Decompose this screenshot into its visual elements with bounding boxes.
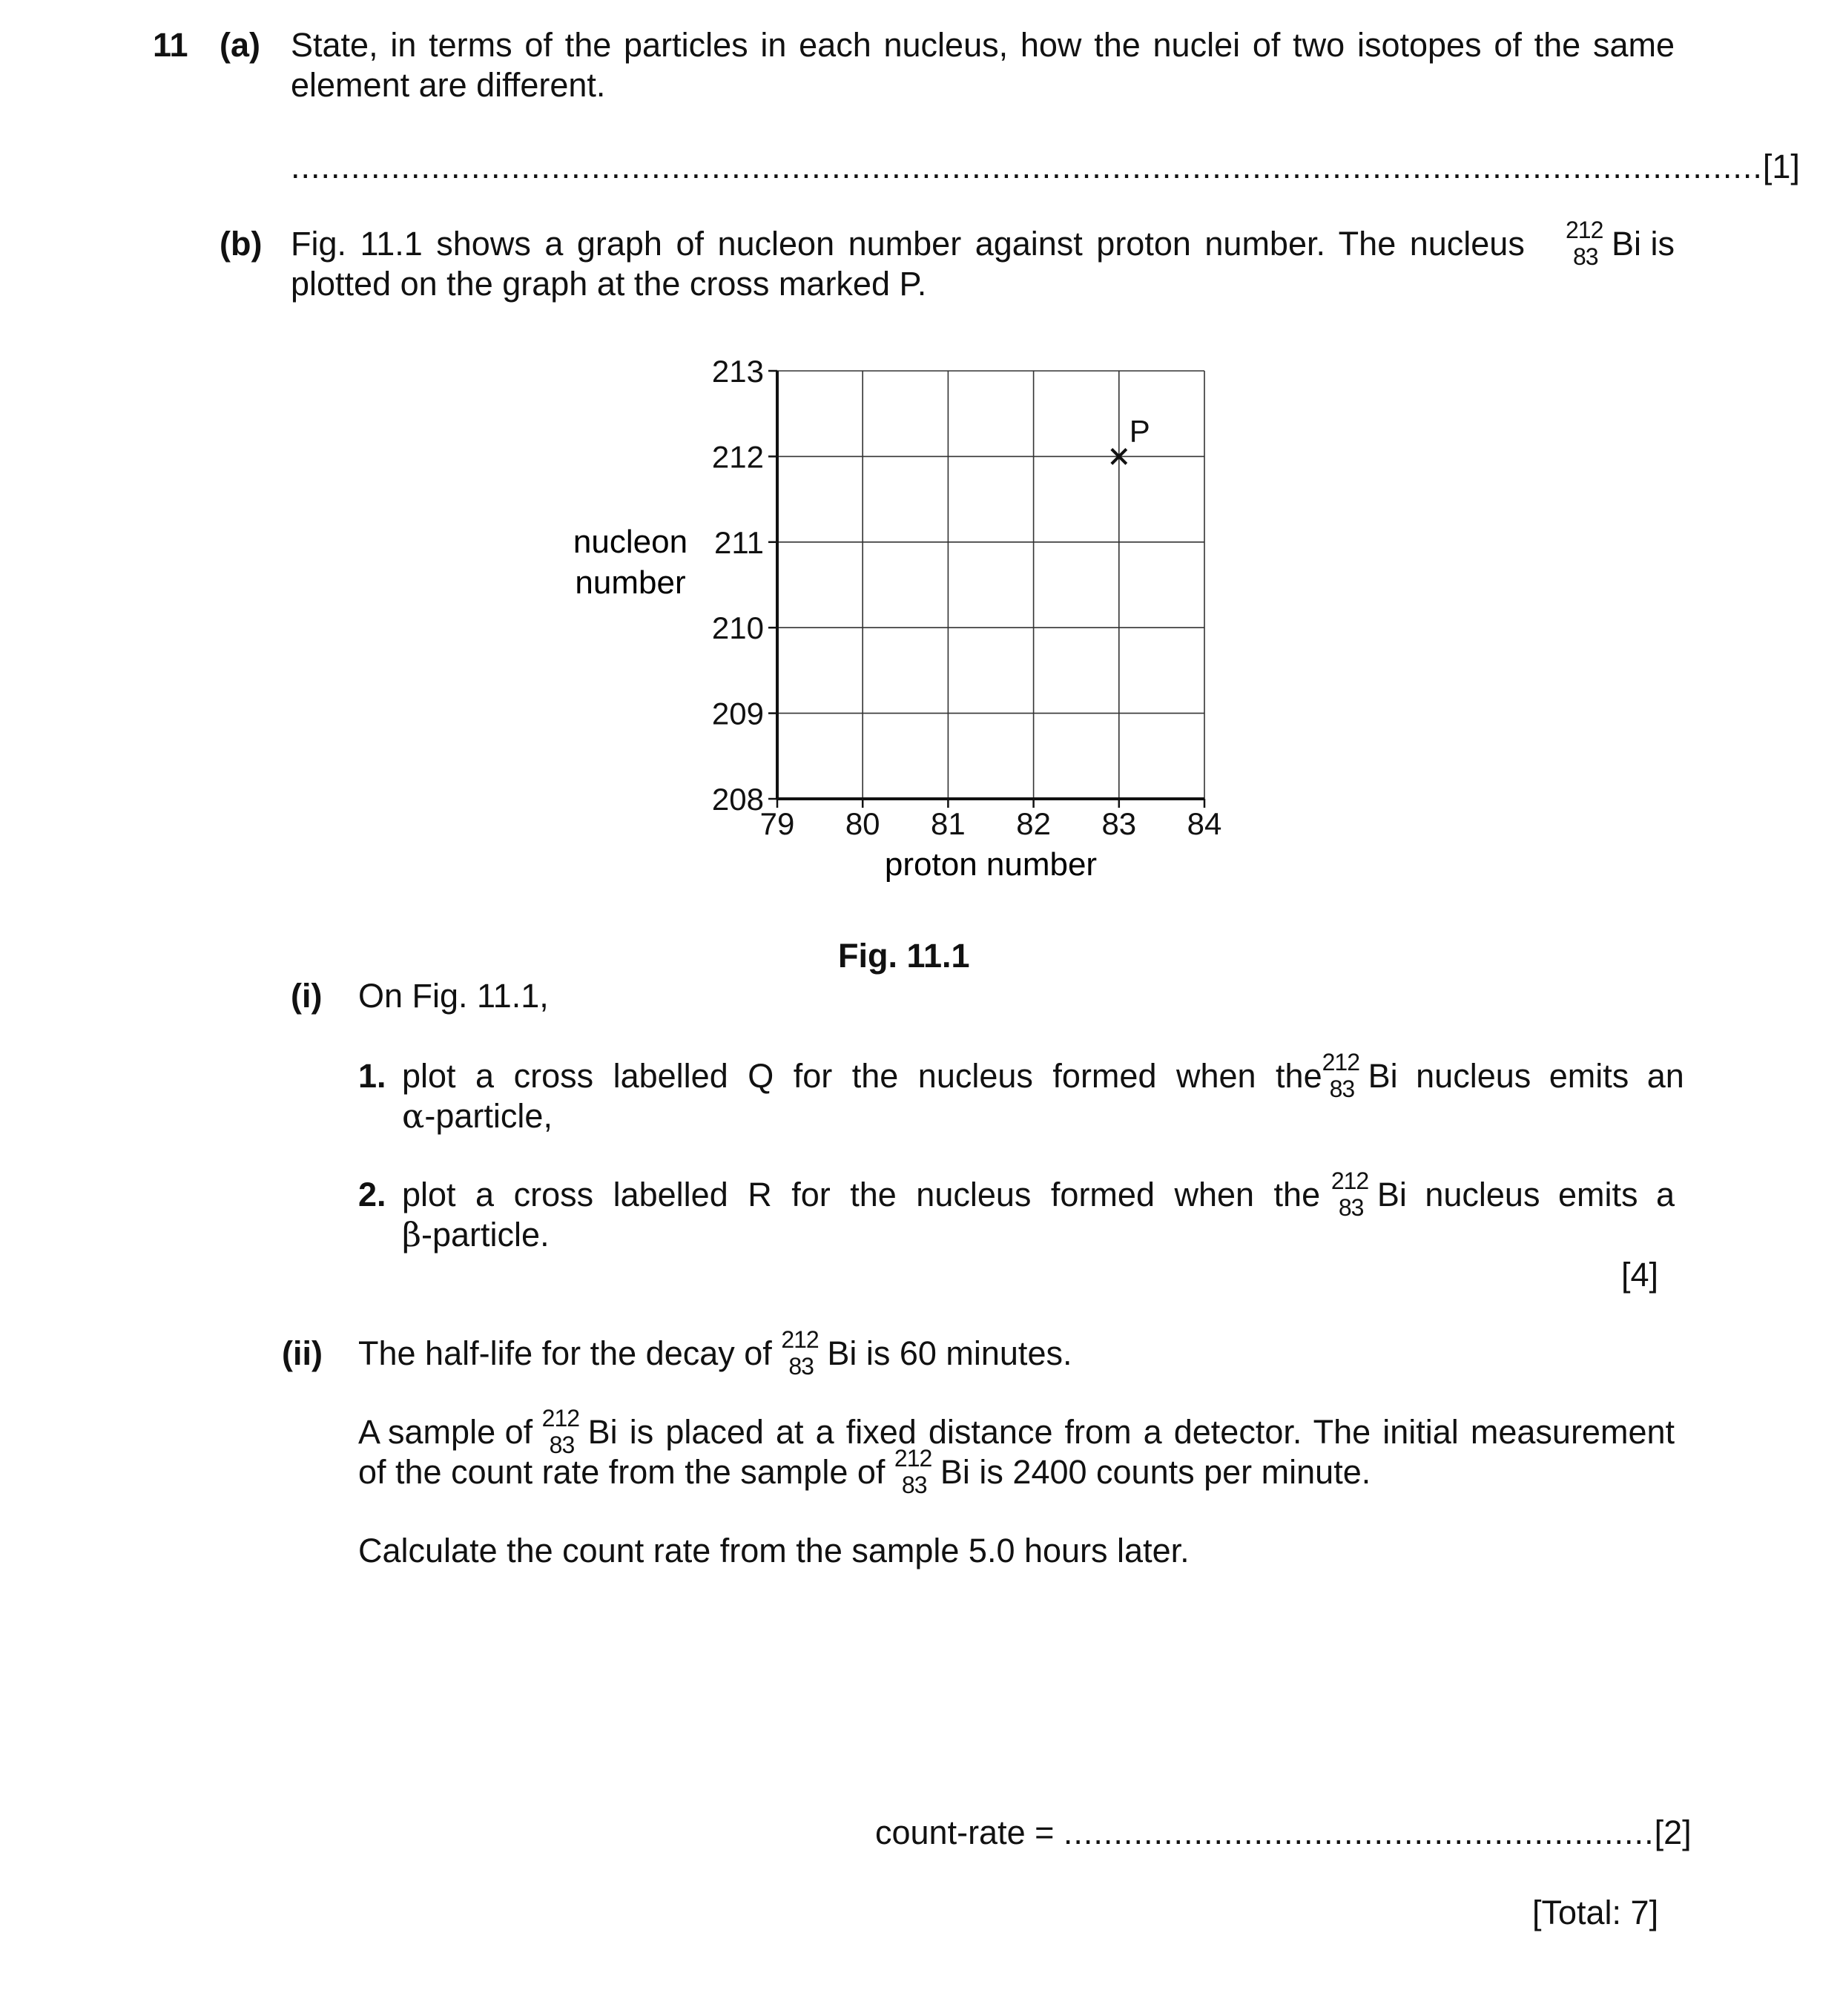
nuclide-symbol: 212 83 [781, 1326, 819, 1380]
count-rate-label: count-rate = [875, 1814, 1055, 1851]
nuclide-symbol: 212 83 [1330, 1167, 1369, 1221]
item1-line2: α-particle, [402, 1096, 553, 1136]
total-marks: [Total: 7] [1532, 1894, 1659, 1931]
x-tick-labels [760, 806, 1222, 841]
item1-line1 [402, 1049, 1684, 1102]
answer-dots: ................................................................................................................................................... [291, 148, 1763, 185]
y-axis-label-line2: number [575, 564, 686, 601]
part-ii-para2-line1: A sample of 212 83 Bi is placed at a fixed distance from a detector. The initial measurement [358, 1405, 1675, 1458]
y-tick-label: 209 [711, 696, 764, 731]
item1-number: 1. [358, 1057, 386, 1095]
y-tick-labels [712, 354, 764, 817]
x-tick-label: 84 [1187, 806, 1222, 841]
count-rate-answer-line[interactable] [875, 1813, 1692, 1853]
answer-dots: ........................................................... [1063, 1814, 1655, 1851]
nuclide-symbol: 212 83 [894, 1445, 932, 1498]
part-a-answer-line[interactable] [291, 147, 1800, 187]
item2-line1 [402, 1167, 1675, 1221]
y-tick-label: 210 [711, 610, 764, 646]
part-ii-line1: The half-life for the decay of 212 83 Bi is 60 minutes. [358, 1326, 1072, 1380]
nuclide-symbol: 212 83 [1322, 1049, 1360, 1102]
question-number: 11 [153, 26, 188, 64]
part-b-text-post: Bi is [1611, 225, 1675, 263]
beta-symbol: β [402, 1215, 422, 1254]
x-tick-label: 83 [1101, 806, 1137, 841]
part-b-text-pre: Fig. 11.1 shows a graph of nucleon number against proton number. The nucleus [291, 225, 1525, 263]
y-tick-label: 213 [711, 354, 764, 389]
x-tick-label: 81 [931, 806, 966, 841]
figure-caption: Fig. 11.1 [838, 937, 970, 975]
y-axis-label-line1: nucleon [573, 524, 688, 560]
part-a-text-line1: State, in terms of the particles in each nucleus, how the nuclei of two isotopes of the same [291, 26, 1675, 64]
figure-11-1-graph [549, 341, 1246, 905]
item2-text-post: Bi nucleus emits a [1376, 1176, 1675, 1213]
part-ii-para3: Calculate the count rate from the sample 5.0 hours later. [358, 1532, 1190, 1569]
item2-text-pre: plot a cross labelled R for the nucleus formed when the [402, 1176, 1321, 1213]
item1-text-pre: plot a cross labelled Q for the nucleus formed when the [402, 1057, 1322, 1095]
nuclide-symbol: 212 83 [1565, 217, 1603, 270]
x-axis-label: proton number [884, 846, 1098, 883]
part-ii-marks: [2] [1654, 1814, 1692, 1851]
part-a-marks: [1] [1762, 148, 1800, 185]
item2-line2: β-particle. [402, 1215, 550, 1254]
x-tick-label: 82 [1016, 806, 1051, 841]
y-tick-label: 211 [714, 524, 764, 560]
alpha-symbol: α [402, 1096, 425, 1136]
y-tick-label: 208 [711, 782, 764, 817]
x-tick-label: 80 [845, 806, 880, 841]
point-label: P [1129, 413, 1150, 449]
part-i-marks: [4] [1621, 1256, 1659, 1294]
nuclide-symbol: 212 83 [541, 1405, 580, 1458]
part-ii-para2-line2: of the count rate from the sample of 212 83 Bi is 2400 counts per minute. [358, 1445, 1371, 1498]
item1-text-post: Bi nucleus emits an [1368, 1057, 1684, 1095]
part-b-label: (b) [220, 225, 263, 263]
y-tick-label: 212 [711, 439, 764, 475]
part-b-text-line2: plotted on the graph at the cross marked P. [291, 265, 927, 303]
part-i-label: (i) [291, 977, 323, 1015]
part-a-text-line2: element are different. [291, 66, 606, 104]
part-ii-label: (ii) [282, 1334, 323, 1372]
x-tick-label: 79 [759, 806, 795, 841]
part-i-intro: On Fig. 11.1, [358, 977, 549, 1015]
part-a-label: (a) [220, 26, 260, 64]
part-b-text-line1 [291, 217, 1675, 270]
item2-number: 2. [358, 1176, 386, 1213]
